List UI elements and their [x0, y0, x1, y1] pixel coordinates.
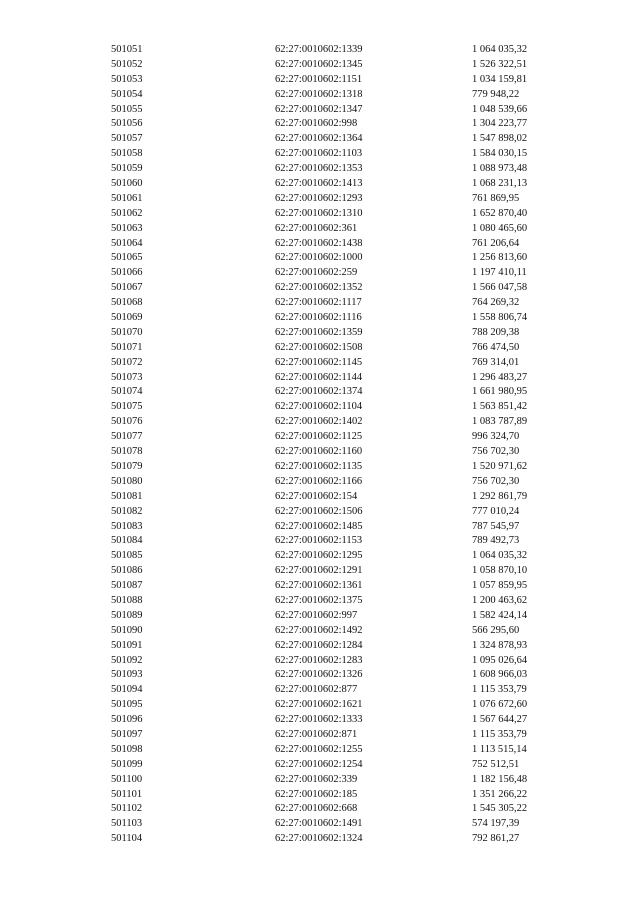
cadastral-number-cell: 62:27:0010602:1345: [275, 58, 363, 70]
table-row: [0, 73, 640, 88]
record-id-cell: 501064: [111, 237, 143, 249]
table-row: [0, 371, 640, 386]
cadastral-number-cell: 62:27:0010602:1145: [275, 356, 363, 368]
record-id-cell: 501059: [111, 163, 143, 175]
cadastral-number-cell: 62:27:0010602:1491: [275, 818, 363, 830]
cadastral-value-cell: 752 512,51: [472, 758, 520, 770]
table-row: [0, 579, 640, 594]
record-id-cell: 501103: [111, 818, 143, 830]
cadastral-value-cell: 1 200 463,62: [472, 594, 528, 606]
cadastral-number-cell: 62:27:0010602:1326: [275, 669, 363, 681]
record-id-cell: 501068: [111, 297, 143, 309]
record-id-cell: 501060: [111, 178, 143, 190]
record-id-cell: 501075: [111, 401, 143, 413]
cadastral-number-cell: 62:27:0010602:1353: [275, 163, 363, 175]
table-row: [0, 132, 640, 147]
table-row: [0, 192, 640, 207]
table-row: [0, 415, 640, 430]
cadastral-number-cell: 62:27:0010602:1153: [275, 535, 363, 547]
cadastral-number-cell: 62:27:0010602:1291: [275, 565, 363, 577]
table-row: [0, 564, 640, 579]
cadastral-value-cell: 779 948,22: [472, 88, 520, 100]
cadastral-number-cell: 62:27:0010602:1117: [275, 297, 362, 309]
record-id-cell: 501084: [111, 535, 143, 547]
cadastral-value-cell: 1 324 878,93: [472, 639, 528, 651]
record-id-cell: 501065: [111, 252, 143, 264]
cadastral-number-cell: 62:27:0010602:1492: [275, 624, 363, 636]
record-id-cell: 501052: [111, 58, 143, 70]
cadastral-value-cell: 1 520 971,62: [472, 460, 528, 472]
cadastral-value-cell: 1 064 035,32: [472, 550, 528, 562]
table-row: [0, 758, 640, 773]
cadastral-number-cell: 62:27:0010602:1104: [275, 401, 363, 413]
cadastral-value-cell: 1 304 223,77: [472, 118, 528, 130]
cadastral-value-cell: 1 567 644,27: [472, 714, 528, 726]
cadastral-number-cell: 62:27:0010602:998: [275, 118, 358, 130]
cadastral-value-cell: 996 324,70: [472, 431, 520, 443]
cadastral-value-cell: 1 661 980,95: [472, 386, 528, 398]
table-row: [0, 266, 640, 281]
table-row: [0, 251, 640, 266]
cadastral-number-cell: 62:27:0010602:1255: [275, 743, 363, 755]
cadastral-value-cell: 1 048 539,66: [472, 103, 528, 115]
cadastral-value-cell: 1 547 898,02: [472, 133, 528, 145]
table-row: [0, 460, 640, 475]
table-row: [0, 490, 640, 505]
cadastral-value-cell: 566 295,60: [472, 624, 520, 636]
table-row: [0, 43, 640, 58]
table-row: [0, 281, 640, 296]
cadastral-value-cell: 1 566 047,58: [472, 282, 528, 294]
record-id-cell: 501078: [111, 446, 143, 458]
table-row: [0, 445, 640, 460]
cadastral-value-cell: 1 563 851,42: [472, 401, 528, 413]
cadastral-value-cell: 1 182 156,48: [472, 773, 528, 785]
cadastral-value-cell: 756 702,30: [472, 475, 520, 487]
cadastral-value-cell: 1 526 322,51: [472, 58, 528, 70]
record-id-cell: 501086: [111, 565, 143, 577]
cadastral-value-cell: 764 269,32: [472, 297, 520, 309]
table-row: [0, 520, 640, 535]
table-row: [0, 713, 640, 728]
record-id-cell: 501100: [111, 773, 143, 785]
cadastral-number-cell: 62:27:0010602:1324: [275, 833, 363, 845]
record-id-cell: 501071: [111, 341, 143, 353]
table-row: [0, 832, 640, 847]
table-row: [0, 654, 640, 669]
record-id-cell: 501053: [111, 73, 143, 85]
cadastral-number-cell: 62:27:0010602:1485: [275, 520, 363, 532]
cadastral-value-cell: 1 296 483,27: [472, 371, 528, 383]
cadastral-value-cell: 761 869,95: [472, 192, 520, 204]
table-row: [0, 311, 640, 326]
cadastral-number-cell: 62:27:0010602:1375: [275, 594, 363, 606]
cadastral-number-cell: 62:27:0010602:1333: [275, 714, 363, 726]
cadastral-value-cell: 1 076 672,60: [472, 699, 528, 711]
record-id-cell: 501058: [111, 148, 143, 160]
record-id-cell: 501062: [111, 207, 143, 219]
cadastral-number-cell: 62:27:0010602:1293: [275, 192, 363, 204]
table-row: [0, 668, 640, 683]
record-id-cell: 501069: [111, 312, 143, 324]
cadastral-number-cell: 62:27:0010602:1359: [275, 326, 363, 338]
cadastral-value-cell: 761 206,64: [472, 237, 520, 249]
cadastral-value-cell: 1 088 973,48: [472, 163, 528, 175]
cadastral-number-cell: 62:27:0010602:361: [275, 222, 358, 234]
cadastral-value-cell: 1 608 966,03: [472, 669, 528, 681]
record-id-cell: 501056: [111, 118, 143, 130]
cadastral-value-cell: 1 034 159,81: [472, 73, 528, 85]
table-row: [0, 177, 640, 192]
record-id-cell: 501099: [111, 758, 143, 770]
cadastral-number-cell: 62:27:0010602:1402: [275, 416, 363, 428]
cadastral-number-cell: 62:27:0010602:1295: [275, 550, 363, 562]
record-id-cell: 501076: [111, 416, 143, 428]
table-row: [0, 222, 640, 237]
record-id-cell: 501092: [111, 654, 143, 666]
cadastral-number-cell: 62:27:0010602:1364: [275, 133, 363, 145]
table-row: [0, 505, 640, 520]
cadastral-value-cell: 1 584 030,15: [472, 148, 528, 160]
record-id-cell: 501093: [111, 669, 143, 681]
record-id-cell: 501104: [111, 833, 143, 845]
record-id-cell: 501096: [111, 714, 143, 726]
table-row: [0, 743, 640, 758]
table-row: [0, 698, 640, 713]
cadastral-value-cell: 1 095 026,64: [472, 654, 528, 666]
table-row: [0, 549, 640, 564]
cadastral-number-cell: 62:27:0010602:1151: [275, 73, 363, 85]
table-row: [0, 400, 640, 415]
table-row: [0, 773, 640, 788]
cadastral-number-cell: 62:27:0010602:1413: [275, 178, 363, 190]
cadastral-number-cell: 62:27:0010602:1621: [275, 699, 363, 711]
table-row: [0, 207, 640, 222]
record-id-cell: 501070: [111, 326, 143, 338]
cadastral-number-cell: 62:27:0010602:1361: [275, 580, 363, 592]
record-id-cell: 501077: [111, 431, 143, 443]
record-id-cell: 501082: [111, 505, 143, 517]
cadastral-number-cell: 62:27:0010602:1125: [275, 431, 363, 443]
table-row: [0, 341, 640, 356]
cadastral-number-cell: 62:27:0010602:871: [275, 728, 358, 740]
record-id-cell: 501063: [111, 222, 143, 234]
table-row: [0, 117, 640, 132]
cadastral-number-cell: 62:27:0010602:1339: [275, 44, 363, 55]
cadastral-number-cell: 62:27:0010602:1374: [275, 386, 363, 398]
cadastral-number-cell: 62:27:0010602:1166: [275, 475, 363, 487]
record-id-cell: 501087: [111, 580, 143, 592]
cadastral-value-cell: 1 058 870,10: [472, 565, 528, 577]
cadastral-value-cell: 1 351 266,22: [472, 788, 528, 800]
table-row: [0, 147, 640, 162]
cadastral-value-cell: 1 545 305,22: [472, 803, 528, 815]
cadastral-value-cell: 787 545,97: [472, 520, 520, 532]
data-table: [0, 43, 640, 847]
cadastral-number-cell: 62:27:0010602:1508: [275, 341, 363, 353]
record-id-cell: 501074: [111, 386, 143, 398]
table-row: [0, 385, 640, 400]
record-id-cell: 501057: [111, 133, 143, 145]
cadastral-number-cell: 62:27:0010602:339: [275, 773, 358, 785]
cadastral-value-cell: 1 113 515,14: [472, 743, 527, 755]
cadastral-value-cell: 574 197,39: [472, 818, 520, 830]
record-id-cell: 501095: [111, 699, 143, 711]
record-id-cell: 501088: [111, 594, 143, 606]
table-row: [0, 296, 640, 311]
table-row: [0, 430, 640, 445]
cadastral-number-cell: 62:27:0010602:1352: [275, 282, 363, 294]
table-row: [0, 639, 640, 654]
cadastral-value-cell: 1 083 787,89: [472, 416, 528, 428]
table-row: [0, 356, 640, 371]
cadastral-value-cell: 1 068 231,13: [472, 178, 528, 190]
cadastral-value-cell: 1 558 806,74: [472, 312, 528, 324]
record-id-cell: 501101: [111, 788, 143, 800]
cadastral-value-cell: 769 314,01: [472, 356, 520, 368]
cadastral-number-cell: 62:27:0010602:259: [275, 267, 358, 279]
record-id-cell: 501073: [111, 371, 143, 383]
record-id-cell: 501081: [111, 490, 143, 502]
record-id-cell: 501080: [111, 475, 143, 487]
cadastral-value-cell: 1 064 035,32: [472, 44, 528, 55]
cadastral-value-cell: 792 861,27: [472, 833, 520, 845]
table-row: [0, 326, 640, 341]
cadastral-number-cell: 62:27:0010602:997: [275, 609, 358, 621]
table-row: [0, 162, 640, 177]
cadastral-number-cell: 62:27:0010602:185: [275, 788, 358, 800]
cadastral-number-cell: 62:27:0010602:1116: [275, 312, 362, 324]
cadastral-value-cell: 1 652 870,40: [472, 207, 528, 219]
cadastral-number-cell: 62:27:0010602:1000: [275, 252, 363, 264]
record-id-cell: 501090: [111, 624, 143, 636]
table-row: [0, 58, 640, 73]
cadastral-number-cell: 62:27:0010602:1144: [275, 371, 363, 383]
cadastral-number-cell: 62:27:0010602:668: [275, 803, 358, 815]
cadastral-value-cell: 766 474,50: [472, 341, 520, 353]
table-row: [0, 103, 640, 118]
record-id-cell: 501051: [111, 44, 143, 55]
table-row: [0, 237, 640, 252]
cadastral-number-cell: 62:27:0010602:1254: [275, 758, 363, 770]
cadastral-value-cell: 1 292 861,79: [472, 490, 528, 502]
table-row: [0, 683, 640, 698]
table-row: [0, 728, 640, 743]
cadastral-number-cell: 62:27:0010602:1103: [275, 148, 363, 160]
cadastral-value-cell: 788 209,38: [472, 326, 520, 338]
table-row: [0, 788, 640, 803]
cadastral-number-cell: 62:27:0010602:1347: [275, 103, 363, 115]
record-id-cell: 501067: [111, 282, 143, 294]
record-id-cell: 501085: [111, 550, 143, 562]
cadastral-number-cell: 62:27:0010602:1310: [275, 207, 363, 219]
cadastral-value-cell: 1 197 410,11: [472, 267, 527, 279]
cadastral-number-cell: 62:27:0010602:1438: [275, 237, 363, 249]
cadastral-value-cell: 777 010,24: [472, 505, 520, 517]
record-id-cell: 501061: [111, 192, 143, 204]
record-id-cell: 501102: [111, 803, 143, 815]
table-row: [0, 817, 640, 832]
table-row: [0, 609, 640, 624]
record-id-cell: 501091: [111, 639, 143, 651]
record-id-cell: 501072: [111, 356, 143, 368]
table-row: [0, 594, 640, 609]
cadastral-value-cell: 1 582 424,14: [472, 609, 528, 621]
cadastral-value-cell: 1 115 353,79: [472, 684, 527, 696]
record-id-cell: 501094: [111, 684, 143, 696]
record-id-cell: 501097: [111, 728, 143, 740]
table-row: [0, 802, 640, 817]
record-id-cell: 501089: [111, 609, 143, 621]
table-row: [0, 88, 640, 103]
cadastral-value-cell: 1 115 353,79: [472, 728, 527, 740]
record-id-cell: 501055: [111, 103, 143, 115]
record-id-cell: 501079: [111, 460, 143, 472]
cadastral-value-cell: 1 057 859,95: [472, 580, 528, 592]
cadastral-number-cell: 62:27:0010602:1160: [275, 446, 363, 458]
cadastral-value-cell: 1 080 465,60: [472, 222, 528, 234]
cadastral-number-cell: 62:27:0010602:1284: [275, 639, 363, 651]
cadastral-number-cell: 62:27:0010602:1506: [275, 505, 363, 517]
record-id-cell: 501083: [111, 520, 143, 532]
table-row: [0, 624, 640, 639]
table-row: [0, 475, 640, 490]
cadastral-number-cell: 62:27:0010602:154: [275, 490, 358, 502]
cadastral-value-cell: 789 492,73: [472, 535, 520, 547]
record-id-cell: 501054: [111, 88, 143, 100]
cadastral-number-cell: 62:27:0010602:1135: [275, 460, 363, 472]
cadastral-value-cell: 756 702,30: [472, 446, 520, 458]
cadastral-value-cell: 1 256 813,60: [472, 252, 528, 264]
cadastral-number-cell: 62:27:0010602:877: [275, 684, 358, 696]
record-id-cell: 501098: [111, 743, 143, 755]
table-row: [0, 534, 640, 549]
cadastral-number-cell: 62:27:0010602:1318: [275, 88, 363, 100]
record-id-cell: 501066: [111, 267, 143, 279]
cadastral-number-cell: 62:27:0010602:1283: [275, 654, 363, 666]
